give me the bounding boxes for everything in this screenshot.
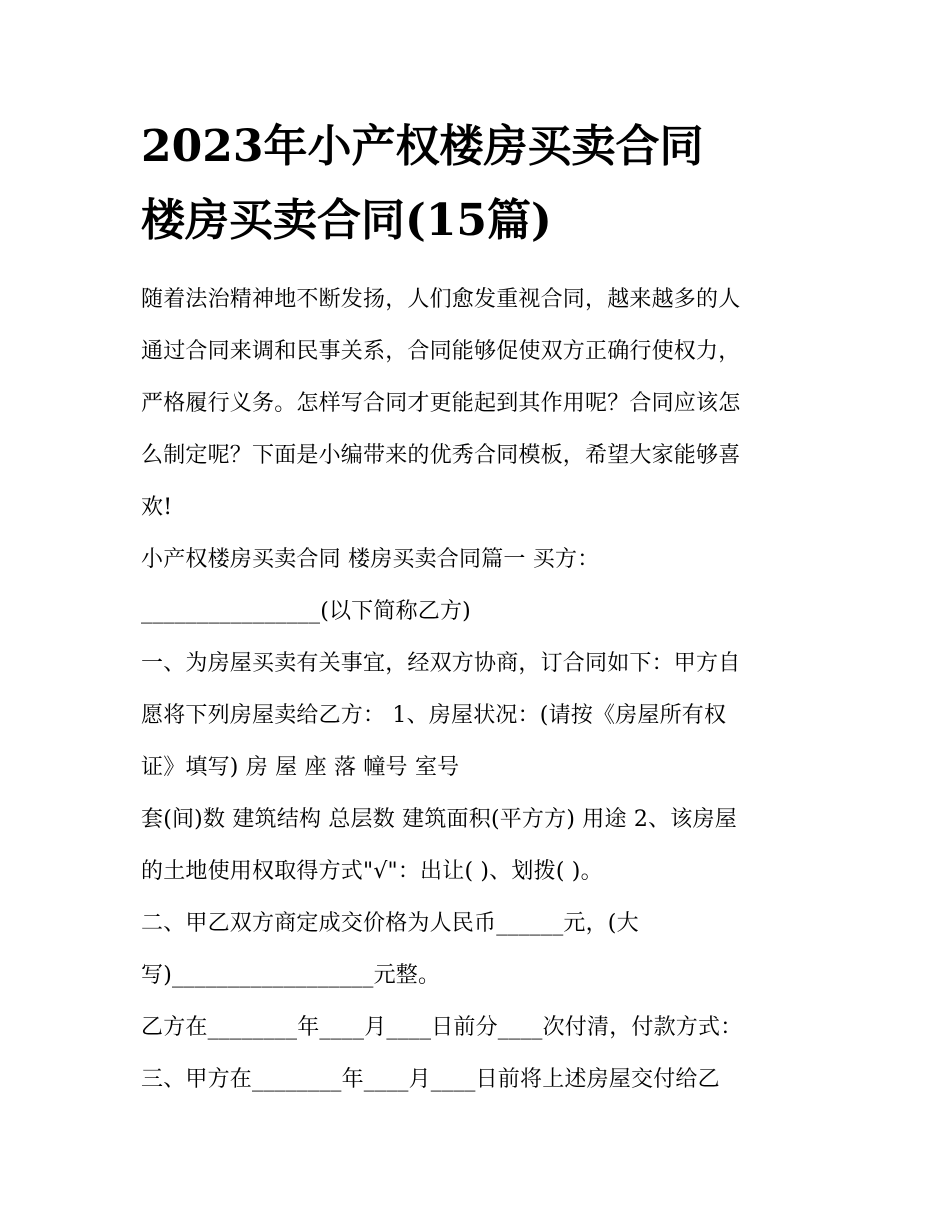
body-line-16: 三、甲方在________年____月____日前将上述房屋交付给乙 [141, 1067, 720, 1092]
body-line-7: ________________(以下简称乙方) [141, 599, 471, 624]
title-line-2: 楼房买卖合同(15篇) [141, 195, 552, 246]
body-line-13: 二、甲乙双方商定成交价格为人民币______元，(大 [141, 911, 639, 936]
document-page [141, 110, 821, 1106]
body-line-1: 随着法治精神地不断发扬，人们愈发重视合同，越来越多的人 [141, 287, 741, 312]
body-line-11: 套(间)数 建筑结构 总层数 建筑面积(平方方) 用途 2、该房屋 [141, 807, 737, 832]
body-line-9: 愿将下列房屋卖给乙方： 1、房屋状况：(请按《房屋所有权 [141, 703, 727, 728]
body-line-4: 么制定呢？下面是小编带来的优秀合同模板，希望大家能够喜 [141, 443, 741, 468]
document-body [141, 274, 821, 1106]
body-line-10: 证》填写) 房 屋 座 落 幢号 室号 [141, 755, 460, 780]
body-line-14: 写)__________________元整。 [141, 963, 441, 988]
document-title [141, 110, 821, 258]
body-line-3: 严格履行义务。怎样写合同才更能起到其作用呢？合同应该怎 [141, 391, 741, 416]
title-line-1: 2023年小产权楼房买卖合同 [141, 121, 704, 172]
body-line-15: 乙方在________年____月____日前分____次付清，付款方式： [141, 1015, 743, 1040]
body-line-8: 一、为房屋买卖有关事宜，经双方协商，订合同如下：甲方自 [141, 651, 741, 676]
body-line-5: 欢! [141, 495, 173, 520]
body-line-2: 通过合同来调和民事关系，合同能够促使双方正确行使权力， [141, 339, 741, 364]
body-line-12: 的土地使用权取得方式"√"：出让( )、划拨( )。 [141, 859, 603, 884]
body-line-6: 小产权楼房买卖合同 楼房买卖合同篇一 买方： [141, 547, 600, 572]
